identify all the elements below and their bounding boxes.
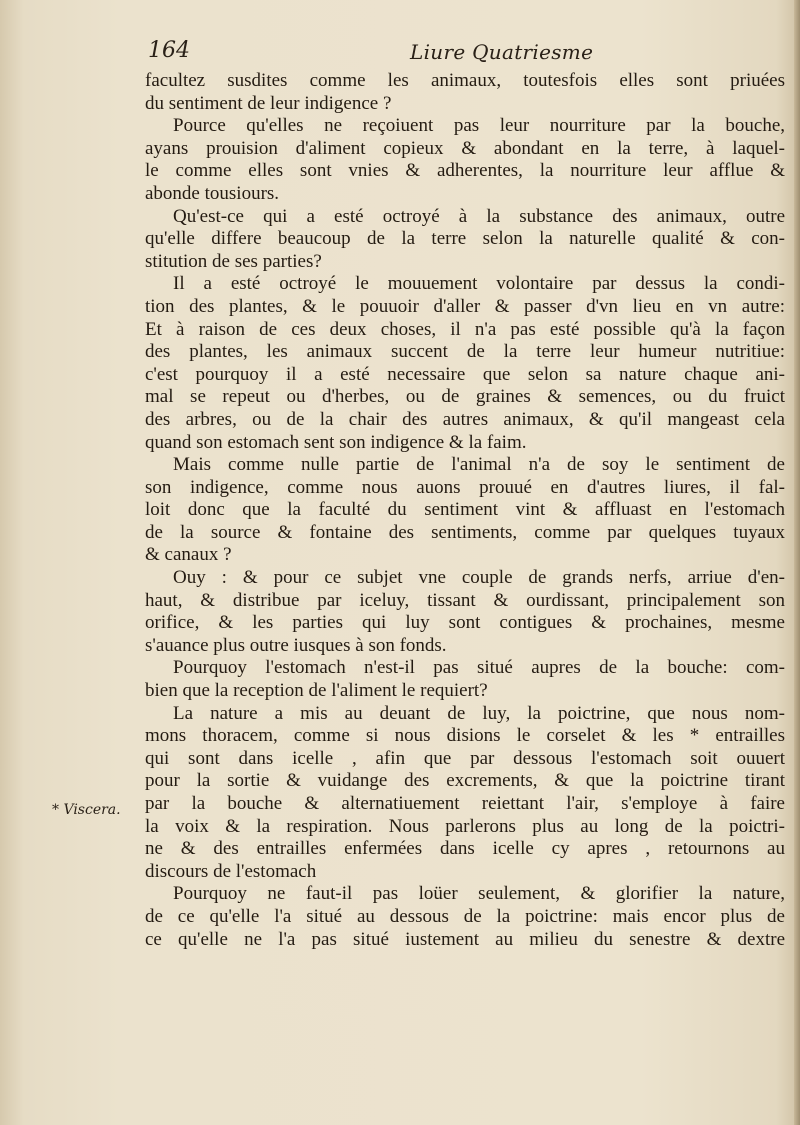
text-line: ne & des entrailles enfermées dans icelle cy apres , retournons au xyxy=(145,838,785,860)
text-line: La nature a mis au deuant de luy, la poictrine, que nous nom- xyxy=(173,702,785,724)
text-line: de la source & fontaine des sentiments, comme par quelques tuyaux xyxy=(145,521,785,543)
text-line: mal se repeut ou d'herbes, ou de graines & semences, ou du fruict xyxy=(145,386,785,408)
text-line: loit donc que la faculté du sentiment vint & affluast en l'estomach xyxy=(145,499,785,521)
text-line: Pource qu'elles ne reçoiuent pas leur nourriture par la bouche, xyxy=(173,115,785,137)
text-line: le comme elles sont vnies & adherentes, la nourriture leur afflue & xyxy=(145,160,785,182)
text-line: orifice, & les parties qui luy sont contigues & prochaines, mesme xyxy=(145,612,785,634)
text-line: Pourquoy l'estomach n'est-il pas situé aupres de la bouche: com- xyxy=(173,657,785,679)
text-line: & canaux ? xyxy=(145,544,232,566)
body-text xyxy=(145,70,785,1110)
text-line: pour la sortie & vuidange des excrements, & que la poictrine tirant xyxy=(145,770,785,792)
page-number: 164 xyxy=(148,38,190,63)
running-title: Liure Quatriesme xyxy=(410,40,594,64)
text-line: mons thoracem, comme si nous disions le corselet & les * entrailles xyxy=(145,725,785,747)
text-line: la voix & la respiration. Nous parlerons plus au long de la poictri- xyxy=(145,815,785,837)
page-edge xyxy=(794,0,800,1125)
text-line: qu'elle differe beaucoup de la terre selon la naturelle qualité & con- xyxy=(145,228,785,250)
text-line: du sentiment de leur indigence ? xyxy=(145,92,392,114)
text-line: Pourquoy ne faut-il pas loüer seulement, & glorifier la nature, xyxy=(173,883,785,905)
text-line: qui sont dans icelle , afin que par dessous l'estomach soit ouuert xyxy=(145,747,785,769)
text-line: tion des plantes, & le pouuoir d'aller & passer d'vn lieu en vn autre: xyxy=(145,295,785,317)
text-line: s'auance plus outre iusques à son fonds. xyxy=(145,634,447,656)
text-line: des plantes, les animaux succent de la terre leur humeur nutritiue: xyxy=(145,341,785,363)
margin-note: * Viscera. xyxy=(52,802,121,818)
text-line: Ouy : & pour ce subjet vne couple de grands nerfs, arriue d'en- xyxy=(173,567,785,589)
text-line: Et à raison de ces deux choses, il n'a pas esté possible qu'à la façon xyxy=(145,318,785,340)
page-header xyxy=(0,38,800,70)
text-line: facultez susdites comme les animaux, toutesfois elles sont priuées xyxy=(145,70,785,91)
text-line: de ce qu'elle l'a situé au dessous de la poictrine: mais encor plus de xyxy=(145,905,785,927)
text-line: stitution de ses parties? xyxy=(145,250,322,272)
text-line: ce qu'elle ne l'a pas situé iustement au milieu du senestre & dextre xyxy=(145,928,785,950)
text-line: haut, & distribue par iceluy, tissant & ourdissant, principalement son xyxy=(145,589,785,611)
text-line: Mais comme nulle partie de l'animal n'a de soy le sentiment de xyxy=(173,454,785,476)
text-line: des arbres, ou de la chair des autres animaux, & qu'il mangeast cela xyxy=(145,408,785,430)
text-line: discours de l'estomach xyxy=(145,860,317,882)
text-line: Qu'est-ce qui a esté octroyé à la substance des animaux, outre xyxy=(173,205,785,227)
text-line: c'est pourquoy il a esté necessaire que selon sa nature chaque ani- xyxy=(145,363,785,385)
text-line: abonde tousiours. xyxy=(145,182,280,204)
text-line: par la bouche & alternatiuement reiettant l'air, s'employe à faire xyxy=(145,793,785,814)
text-line: quand son estomach sent son indigence & la faim. xyxy=(145,431,527,453)
text-line: bien que la reception de l'aliment le requiert? xyxy=(145,680,488,702)
text-line: ayans prouision d'aliment copieux & abondant en la terre, à laquel- xyxy=(145,137,785,159)
text-line: son indigence, comme nous auons prouué en d'autres liures, il fal- xyxy=(145,476,785,498)
text-line: Il a esté octroyé le mouuement volontaire par dessus la condi- xyxy=(173,273,785,295)
